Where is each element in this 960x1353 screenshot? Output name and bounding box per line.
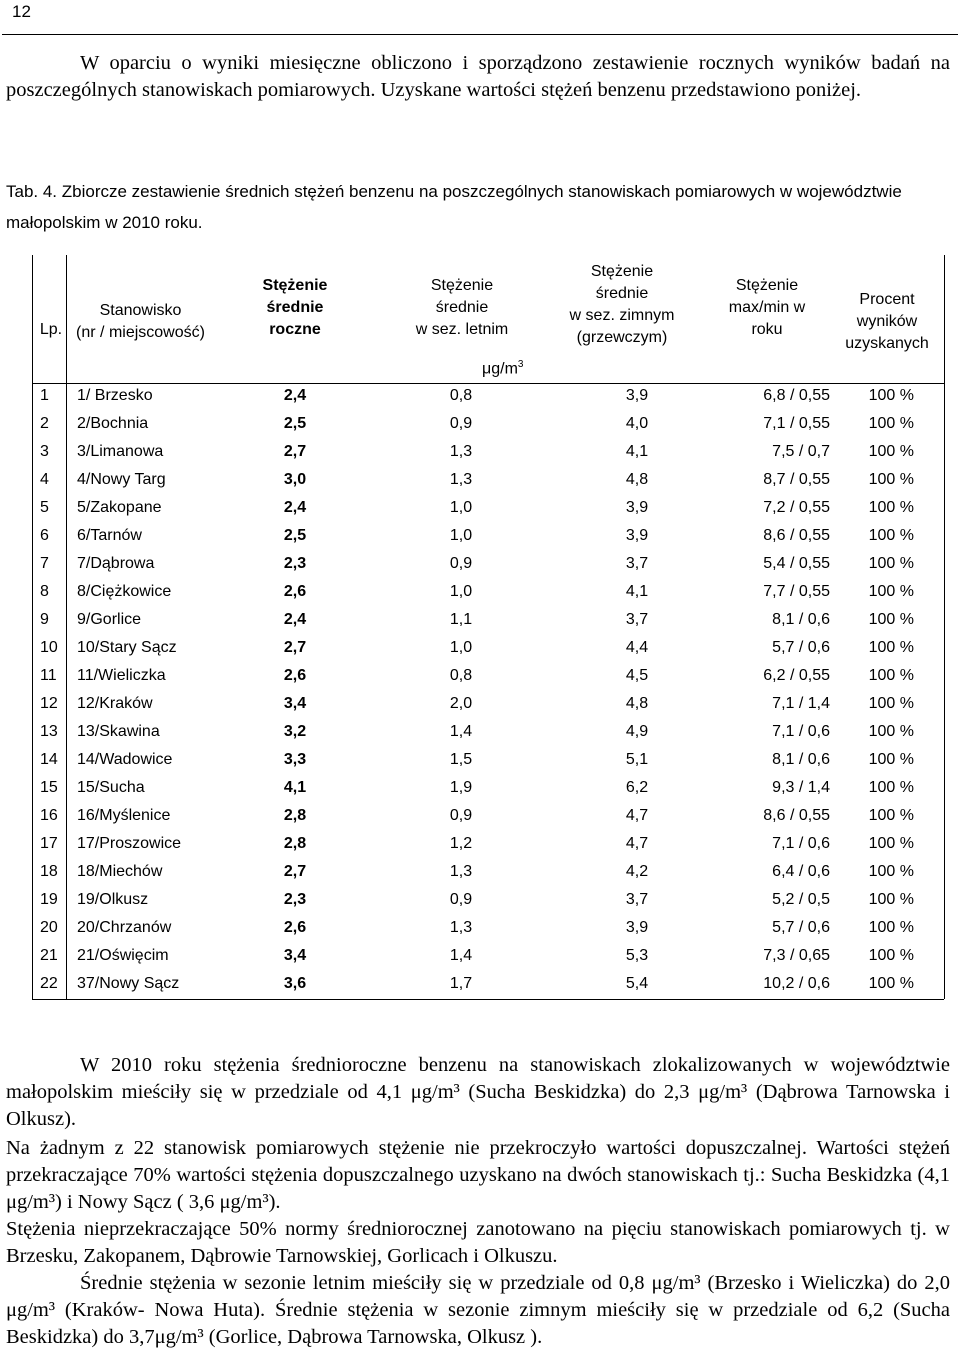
cell-maxmin: 5,2 / 0,5 [772,891,830,908]
header-rule [2,34,958,35]
cell-letnie: 1,5 [449,751,473,768]
cell-stanowisko: 11/Wieliczka [77,667,166,684]
cell-stanowisko: 21/Oświęcim [77,947,169,964]
cell-letnie: 1,7 [449,975,473,992]
table-row [32,579,944,607]
cell-stanowisko: 6/Tarnów [77,527,142,544]
cell-maxmin: 5,4 / 0,55 [763,555,830,572]
cell-lp: 18 [40,863,58,880]
cell-lp: 5 [40,499,49,516]
cell-zimne: 4,1 [625,583,649,600]
cell-procent: 100 % [868,863,914,880]
cell-maxmin: 9,3 / 1,4 [772,779,830,796]
cell-lp: 2 [40,415,49,432]
cell-procent: 100 % [868,471,914,488]
cell-lp: 10 [40,639,58,656]
cell-roczne: 2,4 [283,499,307,516]
cell-roczne: 3,0 [283,471,307,488]
cell-procent: 100 % [868,807,914,824]
cell-procent: 100 % [868,527,914,544]
cell-stanowisko: 8/Ciężkowice [77,583,172,600]
table-row [32,439,944,467]
cell-roczne: 4,1 [283,779,307,796]
cell-roczne: 2,3 [283,555,307,572]
intro-paragraph: W oparciu o wyniki miesięczne obliczono i sporządzono zestawienie rocznych wyników badań na poszczególnych stanowiskach pomiarowych. Uzyskane wartości stężeń benzenu przedstawiono poniżej. [6,52,950,101]
cell-procent: 100 % [868,947,914,964]
cell-roczne: 2,6 [283,583,307,600]
cell-maxmin: 8,7 / 0,55 [763,471,830,488]
cell-maxmin: 7,1 / 0,6 [772,835,830,852]
cell-maxmin: 6,4 / 0,6 [772,863,830,880]
cell-roczne: 2,6 [283,667,307,684]
cell-roczne: 2,5 [283,415,307,432]
cell-letnie: 1,3 [449,863,473,880]
cell-zimne: 4,5 [625,667,649,684]
cell-lp: 21 [40,947,58,964]
cell-lp: 22 [40,975,58,992]
cell-zimne: 5,3 [625,947,649,964]
cell-procent: 100 % [868,779,914,796]
cell-stanowisko: 12/Kraków [77,695,153,712]
cell-procent: 100 % [868,695,914,712]
cell-roczne: 3,3 [283,751,307,768]
unit-label: $\mu g/m^3$ [482,359,524,378]
cell-maxmin: 7,7 / 0,55 [763,583,830,600]
cell-letnie: 1,0 [449,499,473,516]
cell-stanowisko: 4/Nowy Targ [77,471,166,488]
table-row [32,663,944,691]
table-row [32,411,944,439]
header-roczne: Stężenie średnie roczne [262,277,328,338]
cell-zimne: 4,9 [625,723,649,740]
cell-zimne: 3,7 [625,555,649,572]
benzene-table [32,255,944,999]
cell-zimne: 5,1 [625,751,649,768]
cell-roczne: 2,8 [283,807,307,824]
cell-stanowisko: 3/Limanowa [77,443,164,460]
cell-lp: 12 [40,695,58,712]
cell-roczne: 3,6 [283,975,307,992]
cell-letnie: 1,1 [449,611,473,628]
table-row [32,971,944,999]
cell-roczne: 2,3 [283,891,307,908]
cell-lp: 7 [40,555,49,572]
cell-zimne: 3,7 [625,611,649,628]
cell-maxmin: 7,1 / 0,55 [763,415,830,432]
cell-stanowisko: 10/Stary Sącz [77,639,177,656]
cell-lp: 17 [40,835,58,852]
summary-paragraph-3: Stężenia nieprzekraczające 50% normy średniorocznej zanotowano na pięciu stanowiskach pomiarowych tj. w Brzesku, Zakopanem, Dąbrowie Tarnowskiej, Gorlicach i Olkuszu. [6,1218,950,1267]
cell-maxmin: 8,6 / 0,55 [763,807,830,824]
header-letnie: Stężenie średnie w sez. letnim [415,277,509,338]
cell-procent: 100 % [868,387,914,404]
cell-stanowisko: 15/Sucha [77,779,145,796]
cell-zimne: 4,4 [625,639,649,656]
cell-zimne: 3,9 [625,919,649,936]
cell-maxmin: 8,1 / 0,6 [772,751,830,768]
cell-letnie: 1,3 [449,919,473,936]
cell-zimne: 4,0 [625,415,649,432]
page-number: 12 [12,2,31,21]
cell-zimne: 4,2 [625,863,649,880]
cell-stanowisko: 18/Miechów [77,863,163,880]
cell-maxmin: 7,1 / 0,6 [772,723,830,740]
summary-paragraph-4: Średnie stężenia w sezonie letnim mieściły się w przedziale od 0,8 μg/m³ (Brzesko i Wieliczka) do 2,0 μg/m³ (Kraków- Nowa Huta). Średnie stężenia w sezonie zimnym mieściły się w przedziale od 6,2 (Sucha Beskidzka) do 3,7μg/m³ (Gorlice, Dąbrowa Tarnowska, Olkusz ). [6,1272,950,1348]
cell-lp: 9 [40,611,49,628]
cell-roczne: 3,2 [283,723,307,740]
table-row [32,915,944,943]
cell-stanowisko: 20/Chrzanów [77,919,172,936]
cell-lp: 14 [40,751,58,768]
table-row [32,691,944,719]
cell-lp: 16 [40,807,58,824]
table-row [32,747,944,775]
table-bottom-line [32,999,944,1000]
cell-letnie: 1,3 [449,443,473,460]
cell-procent: 100 % [868,751,914,768]
cell-lp: 1 [40,387,49,404]
table-row [32,859,944,887]
cell-stanowisko: 9/Gorlice [77,611,142,628]
cell-letnie: 1,0 [449,527,473,544]
table-caption: Tab. 4. Zbiorcze zestawienie średnich stężeń benzenu na poszczególnych stanowiskach pomiarowych w województwie małopolskim w 2010 roku. [6,182,902,232]
header-stanowisko: Stanowisko (nr / miejscowość) [76,302,205,341]
cell-zimne: 3,9 [625,499,649,516]
table-row [32,831,944,859]
header-zimne: Stężenie średnie w sez. zimnym (grzewczym) [569,263,675,346]
cell-maxmin: 5,7 / 0,6 [772,639,830,656]
cell-procent: 100 % [868,639,914,656]
cell-stanowisko: 5/Zakopane [77,499,162,516]
cell-lp: 19 [40,891,58,908]
cell-zimne: 3,9 [625,527,649,544]
cell-stanowisko: 19/Olkusz [77,891,149,908]
table-row [32,523,944,551]
cell-maxmin: 10,2 / 0,6 [763,975,830,992]
table-row [32,495,944,523]
table-border-right [944,255,945,999]
cell-lp: 6 [40,527,49,544]
cell-zimne: 4,7 [625,835,649,852]
cell-roczne: 2,7 [283,639,307,656]
cell-maxmin: 7,3 / 0,65 [763,947,830,964]
table-row [32,467,944,495]
cell-zimne: 3,9 [625,387,649,404]
cell-zimne: 5,4 [625,975,649,992]
cell-procent: 100 % [868,723,914,740]
cell-letnie: 0,9 [449,807,473,824]
cell-letnie: 2,0 [449,695,473,712]
cell-roczne: 2,7 [283,863,307,880]
cell-letnie: 0,9 [449,415,473,432]
cell-roczne: 2,4 [283,611,307,628]
cell-procent: 100 % [868,919,914,936]
table-row [32,803,944,831]
table-row [32,775,944,803]
cell-lp: 11 [40,667,57,684]
cell-lp: 8 [40,583,49,600]
header-maxmin: Stężenie max/min w roku [728,277,806,338]
cell-lp: 13 [40,723,58,740]
cell-lp: 20 [40,919,58,936]
cell-stanowisko: 14/Wadowice [77,751,173,768]
table-row [32,383,944,411]
cell-stanowisko: 16/Myślenice [77,807,171,824]
cell-roczne: 2,7 [283,443,307,460]
cell-letnie: 1,4 [449,947,473,964]
cell-procent: 100 % [868,667,914,684]
cell-lp: 15 [40,779,58,796]
cell-procent: 100 % [868,415,914,432]
table-row [32,551,944,579]
cell-letnie: 1,2 [449,835,473,852]
cell-roczne: 2,5 [283,527,307,544]
cell-stanowisko: 17/Proszowice [77,835,182,852]
cell-letnie: 1,0 [449,639,473,656]
cell-procent: 100 % [868,583,914,600]
summary-paragraph-1: W 2010 roku stężenia średnioroczne benzenu na stanowiskach zlokalizowanych w województwie małopolskim mieściły się w przedziale od 4,1 μg/m³ (Sucha Beskidzka) do 2,3 μg/m³ (Dąbrowa Tarnowska i Olkusz). [6,1054,950,1130]
cell-letnie: 0,9 [449,891,473,908]
cell-lp: 4 [40,471,49,488]
table-row [32,943,944,971]
cell-maxmin: 6,8 / 0,55 [763,387,830,404]
cell-letnie: 1,9 [449,779,473,796]
cell-procent: 100 % [868,835,914,852]
cell-stanowisko: 7/Dąbrowa [77,555,155,572]
cell-maxmin: 7,1 / 1,4 [772,695,830,712]
table-row [32,887,944,915]
cell-procent: 100 % [868,499,914,516]
cell-roczne: 2,8 [283,835,307,852]
cell-letnie: 1,4 [449,723,473,740]
cell-letnie: 1,3 [449,471,473,488]
cell-zimne: 6,2 [625,779,649,796]
cell-stanowisko: 37/Nowy Sącz [77,975,180,992]
cell-maxmin: 5,7 / 0,6 [772,919,830,936]
summary-paragraph-2: Na żadnym z 22 stanowisk pomiarowych stężenie nie przekroczyło wartości dopuszczalnej. Wartości stężeń przekraczające 70% wartości stężenia dopuszczalnego uzyskano na dwóch stanowiskach tj.: Sucha Beskidzka (4,1 μg/m³) i Nowy Sącz ( 3,6 μg/m³). [6,1137,950,1213]
cell-zimne: 3,7 [625,891,649,908]
cell-maxmin: 7,5 / 0,7 [772,443,830,460]
cell-zimne: 4,1 [625,443,649,460]
cell-letnie: 1,0 [449,583,473,600]
cell-roczne: 2,6 [283,919,307,936]
cell-procent: 100 % [868,443,914,460]
cell-maxmin: 7,2 / 0,55 [763,499,830,516]
table-row [32,635,944,663]
table-row [32,607,944,635]
cell-letnie: 0,9 [449,555,473,572]
cell-procent: 100 % [868,975,914,992]
cell-letnie: 0,8 [449,387,473,404]
header-procent: Procent wyników uzyskanych [845,291,929,352]
page-header [0,0,960,36]
cell-stanowisko: 2/Bochnia [77,415,149,432]
cell-maxmin: 8,1 / 0,6 [772,611,830,628]
cell-procent: 100 % [868,891,914,908]
cell-stanowisko: 13/Skawina [77,723,160,740]
cell-stanowisko: 1/ Brzesko [77,387,153,404]
cell-maxmin: 6,2 / 0,55 [763,667,830,684]
cell-procent: 100 % [868,611,914,628]
cell-zimne: 4,8 [625,695,649,712]
cell-lp: 3 [40,443,49,460]
cell-procent: 100 % [868,555,914,572]
cell-roczne: 3,4 [283,695,307,712]
cell-roczne: 2,4 [283,387,307,404]
cell-maxmin: 8,6 / 0,55 [763,527,830,544]
cell-letnie: 0,8 [449,667,473,684]
table-row [32,719,944,747]
cell-zimne: 4,7 [625,807,649,824]
cell-roczne: 3,4 [283,947,307,964]
cell-zimne: 4,8 [625,471,649,488]
header-lp: Lp. [39,321,63,338]
